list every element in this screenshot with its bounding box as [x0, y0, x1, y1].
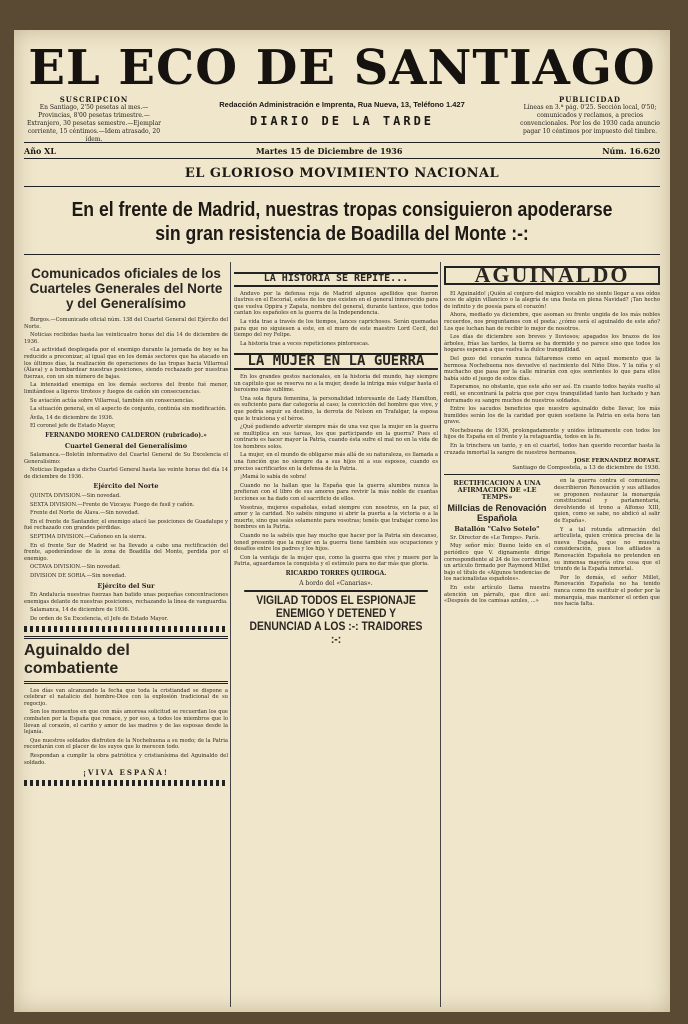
column-separator	[440, 262, 441, 1007]
article-paragraph: en la guerra contra el comunismo, describieron Renovación y sus afiliados se proponen restaurar la monarquía constitucional y parlamentaria, devolviendo el trono a Alfonso XIII, quien, como se sabe, no abdicó al salir de España».	[554, 478, 660, 524]
article-paragraph: Muy señor mío: Bueno leído en el periódico que V. dignamente dirige correspondiente al 24 de los corrientes, un artículo firmado por Raymond Millet bajo el título de «Algunos tendencias de los nacionalistas españoles».	[444, 543, 550, 583]
mujer-guerra-title: LA MUJER EN LA GUERRA	[234, 353, 438, 370]
aguinaldo-combatiente-title: Aguinaldo del combatiente	[24, 636, 228, 684]
article-paragraph: ¿Qué pudiendo advertir siempre más de una vez que la mujer en la guerra se multiplica en sus tareas, los que participando en la guerra? Pues el contrario es hacer mayor la Patria, cuando ésta sufre el mal no en la vida de los hombres solos.	[234, 424, 438, 450]
article-paragraph: QUINTA DIVISION.—Sin novedad.	[30, 493, 121, 500]
article-paragraph: Los días van alcanzando la fecha que toda la cristiandad se dispone a celebrar el natalicio del hombre-Dios con la explosión tradicional de su regocijo.	[24, 687, 228, 707]
article-paragraph: Anduvo por la defensa roja de Madrid algunos apellidos que fueron ilustres en el Escorial, estos de los que existen en el general inmerecido para que vuelva Oppira y Zapata, nombre del general, durante tanteos, que todos cantan los españoles en la guerra de la Independencia.	[234, 290, 438, 317]
publicidad-box	[520, 96, 660, 136]
header-rule-bottom	[24, 158, 660, 159]
article-paragraph: La vida trae a través de los tiempos, lances caprichosos. Serán quemadas para que no siguiesen a este, en el muro de este maestro Lord Cecil, del tiempo del rey Felipe.	[234, 318, 438, 339]
column-1	[24, 262, 228, 1007]
article-paragraph: Con la ventaja de la mujer que, como la guerra que vive y muere por la Patria, aguardamos la conquista y el estímulo para no dar más que gloria.	[234, 554, 438, 568]
publicidad-text: Líneas en 3.ª pág. 0'25. Sección local, 0'50; comunicados y reclamos, a precios convencionales. Por los de 1930 cada anuncio pagar 10 céntimos por impuesto del timbre.	[520, 104, 660, 135]
dateline	[24, 146, 660, 156]
subheading: Cuartel General del Generalísimo	[64, 441, 188, 450]
article-paragraph: Los días de diciembre son breves y lluviosos; apagados los brazos de los árboles, frías las tardes, la tierra se ha dormido y no parece sino que todos los hogares esperan a que vuelva la dulce tranquilidad.	[444, 334, 660, 354]
publicidad-label: PUBLICIDAD	[559, 95, 621, 104]
signature: JOSE FERNANDEZ ROFAST.	[574, 458, 660, 465]
aguinaldo-box	[444, 262, 660, 287]
newspaper-page	[14, 30, 670, 1012]
masthead-title: EL ECO DE SANTIAGO	[28, 40, 656, 96]
article-rule	[444, 474, 660, 475]
article-paragraph: En el frente Sur de Madrid se ha llevado a cabo una rectificación del frente, apoderándose de la zona de Boadilla del Monte, perdida por el enemigo.	[24, 542, 228, 562]
suscripcion-label: SUSCRIPCION	[59, 95, 129, 104]
article-paragraph: Del gozo del corazón nunca faltaremos como en aquel momento que la hermosa Nochebuena nos devuelve el nacimiento del Niño Dios. Y la niña y el muchacho que pasa por la calle mirarán con ojos sonrientes lo que para ellos había sido el juego de estos días.	[444, 355, 660, 382]
article-paragraph: Que nuestros soldados disfruten de la Nochebuena a su modo; de la Patria recordarán con el placer de los suyos que lo merecen todo.	[24, 737, 228, 751]
column-2	[234, 270, 438, 1007]
rectificacion-title: RECTIFICACION A UNA AFIRMACION DE «LE TEMPS»	[453, 479, 541, 501]
masthead-subtitle: DIARIO DE LA TARDE	[249, 114, 435, 128]
article-paragraph: La intensidad enemiga en los demás sectores del frente fué menor, limitándose a ligeros tiroteos y fuegos de cañón sin consecuencias.	[24, 382, 228, 395]
section-heading: EL GLORIOSO MOVIMIENTO NACIONAL	[184, 166, 500, 181]
article-paragraph: El Aguinaldo! ¡Quién al conjuro del mágico vocablo no siente llegar a sus oídos ecos de algún villancico o la alegría de una fiesta en plena Navidad? ¡Tan hecho de infinito y de poesía para el corazón!	[444, 290, 660, 310]
article-paragraph: Cuando no la hallan que la España que la guerra alumbra nunca la prefieran con el libro de sus amores para revivir la más noble de cuantas lecciones se ha dado con el sacrificio de ellos.	[234, 482, 438, 503]
column-separator	[230, 262, 231, 1007]
issue-date: Martes 15 de Diciembre de 1936	[255, 146, 403, 156]
article-paragraph: DIVISION DE SORIA.—Sin novedad.	[30, 573, 127, 579]
article-paragraph: Salamanca, 14 de diciembre de 1936.	[30, 607, 130, 614]
article-paragraph: Y a tal rotunda afirmación del articulista, quien crónica precisa de la nueva España, que no muestra consideración, pues los afiliados a Renovación Española no pretenden en su inmensa mayoría otra cosa que el triunfo de la España inmortal.	[554, 526, 660, 573]
article-paragraph: Sr. Director de «Le Temps». París.	[450, 534, 541, 541]
subheading: Ejército del Norte	[93, 482, 159, 491]
redaccion-line: Redacción Administración e Imprenta, Rua Nueva, 13, Teléfono 1.427	[219, 100, 465, 109]
comunicados-title: Comunicados oficiales de los Cuarteles Generales del Norte y del Generalísimo	[29, 266, 223, 311]
article-paragraph: SEPTIMA DIVISION.—Cañoneo en la sierra.	[30, 534, 147, 541]
article-paragraph: Ávila, 14 de diciembre de 1936.	[30, 414, 114, 421]
headline-rule	[24, 254, 660, 255]
milicias-title: Millcias de Renovación Española	[447, 503, 547, 524]
article-paragraph: Son los momentos en que con más amorosa solicitud se recuerdan los que combaten por la España que renace, y por eso, a todos los miembros que lo llevan al corazón, el cariño y amor de las madres y de las esposas desde la lejanía.	[24, 709, 228, 736]
historia-title: LA HISTORIA SE REPITE...	[234, 272, 438, 287]
header-rule-top	[24, 142, 660, 143]
article-paragraph: Nochebuena de 1936, prolongadamente y unidos íntimamente con todos los hijos de España en el frente y la retaguardia, todos en la fe.	[444, 427, 660, 441]
batallon-title: Batallón "Calvo Sotelo"	[454, 525, 540, 534]
article-paragraph: Cuando no la sabéis que hay mucho que hacer por la Patria sin descanso, tened presente que la mujer en la guerra tiene también sus ocupaciones y desafíos entre los padres y los hijos.	[234, 533, 438, 553]
article-paragraph: SEXTA DIVISION.—Frente de Vizcaya: Fuego de fusil y cañón.	[30, 501, 195, 508]
article-paragraph: OCTAVA DIVISION.—Sin novedad.	[30, 564, 121, 571]
ornament-divider	[24, 626, 228, 632]
article-paragraph: Burgos.—Comunicado oficial núm. 138 del Cuartel General del Ejército del Norte.	[24, 317, 228, 330]
article-paragraph: Noticias recibidas hasta las veinticuatro horas del día 14 de diciembre de 1936.	[24, 332, 228, 345]
article-paragraph: De orden de Su Excelencia, el Jefe de Estado Mayor.	[30, 615, 169, 622]
article-paragraph: En Andalucía nuestras fuerzas han batido unas pequeñas concentraciones enemigas delante de nuestras posiciones, rechazando la línea de vanguardia.	[24, 592, 228, 605]
signature-place: A bordo del «Canarias».	[299, 579, 373, 587]
article-paragraph: En los grandes gestos nacionales, en la historia del mundo, hay siempre un capítulo que se reserva no a la mujer, desde la intriga más vulgar hasta el heroísmo más sublime.	[234, 373, 438, 394]
article-paragraph: Entre los sacudos beneficios que nuestro aguinaldo debe llevar, los más humildes serán los de la caridad por quien sostiene la Patria en esta hora tan grave.	[444, 406, 660, 426]
article-paragraph: El coronel jefe de Estado Mayor,	[30, 423, 116, 430]
article-paragraph: La situación general, en el aspecto de conjunto, continúa sin modificación.	[30, 406, 227, 413]
signature-place: Santiago de Compostela, a 13 de diciembre de 1936.	[512, 464, 660, 471]
main-headline: En el frente de Madrid, nuestras tropas consiguieron apoderarse sin gran resistencia de Boadilla del Monte :-:	[71, 199, 613, 245]
article-paragraph: Una sola figura femenina, la personalidad interesante de Lady Hamilton, es suficiente para dar categoría al caso; la convicción del hombre que vive, y que podría seguir su destino, la derrota de Nelson en Trafalgar, la esposa que le traiciona y el héroe.	[234, 395, 438, 422]
aguinaldo-title: AGUINALDO	[474, 262, 630, 287]
viva-espana: ¡VIVA ESPAÑA!	[82, 768, 169, 778]
column-3	[444, 262, 660, 1007]
signature: RICARDO TORRES QUIROGA.	[285, 569, 387, 577]
subheading: Ejército del Sur	[97, 581, 155, 590]
signature: FERNANDO MORENO CALDERON (rubricado).»	[45, 431, 207, 439]
article-paragraph: Esperamos, no obstante, que este año ser así. En cuanto todos hayáis vuelto al redil, se encontrará la patria que por cuya tranquilidad tanto han luchado y han derramado su sangre muchos de nuestros soldados.	[444, 384, 660, 404]
article-paragraph: Su aviación actúa sobre Villarreal, también sin consecuencias.	[30, 397, 195, 404]
article-paragraph: Salamanca.—Boletín informativo del Cuartel General de Su Excelencia el Generalísimo:	[24, 452, 228, 465]
article-paragraph: Frente del Norte de Álava.—Sin novedad.	[30, 510, 140, 517]
article-paragraph: Por lo demás, el señor Millet, Renovación Española no ha tenido nunca como fin sustituir el poder por la monarquía, mas mantener el orden que nos hacía falta.	[554, 574, 660, 608]
issue-year: Año XL	[24, 146, 56, 156]
article-paragraph: Noticias llegadas a dicho Cuartel General hasta las veinte horas del día 14 de diciembre de 1936.	[24, 467, 228, 480]
rectificacion-right	[554, 478, 660, 609]
article-paragraph: En la trinchera un tanto, y en el cuartel, todos han querido recordar hasta la cruzada inmortal la sangre de nuestros hermanos.	[444, 443, 660, 456]
article-paragraph: ¡Mamá lo sabía de sobra!	[240, 474, 307, 481]
suscripcion-text: En Santiago, 2'50 pesetas al mes.—Provincias, 8'00 pesetas trimestre.—Extranjero, 30 pesetas semestre.—Ejemplar corriente, 15 céntimos.—Idem atrasado, 20 ídem.	[26, 104, 162, 143]
article-paragraph: Vosotras, mujeres españolas, estad siempre con nosotros, en la paz, el amor y la caridad. No sabéis ninguno si abrir la puerta a la victoria o a la muerte, sino que seáis solamente para vosotras; tenéis que trabajar como los hombres en la Patria.	[234, 504, 438, 531]
section-rule	[24, 186, 660, 187]
article-paragraph: La historia trae a veces repeticiones pintorescas.	[240, 340, 370, 347]
rectificacion-left	[444, 478, 550, 609]
suscripcion-box	[24, 96, 164, 144]
article-paragraph: La mujer, en el mundo de obligarse más allá de su naturaleza, es llamada a una función que no siempre da a sus hijos ni a sus esposos, cuando es preciso sacrificarlos en la defensa de la Patria.	[234, 452, 438, 472]
issue-number: Núm. 16.620	[602, 146, 660, 156]
article-paragraph: En este artículo llama nuestra atención un párrafo, que dice así: «Después de los camisas azules, ...»	[444, 584, 550, 605]
ornament-divider	[24, 780, 228, 786]
article-paragraph: En el frente de Santander, el enemigo atacó las posiciones de Guadalupe y fué rechazado con grandes pérdidas.	[24, 518, 228, 532]
rectificacion-block	[444, 478, 660, 609]
vigilad-notice: VIGILAD TODOS EL ESPIONAJE ENEMIGO Y DETENED Y DENUNCIAD A LOS :-: TRAIDORES :-:	[244, 590, 428, 647]
article-paragraph: «La actividad desplegada por el enemigo durante la jornada de hoy se ha reducido a preconizar, al igual que en los demás sectores que ha atacado en los últimos días, la realización de operaciones de las tropas hacia Villarreal (Álava) y a bombardear nuestras posiciones, siendo rechazado por nuestras fuerzas, con un sin número de bajas.	[24, 347, 228, 380]
article-paragraph: Ahora, mediado ya diciembre, que asoman su frente ungida de los más nobles recuerdos, nos preguntamos con el poeta: ¿cómo será el aguinaldo de este año? Los que luchan han de recibir lo mejor de nosotros.	[444, 312, 660, 332]
article-paragraph: Respondan a cumplir la obra patriótica y cristianísima del Aguinaldo del soldado.	[24, 752, 228, 766]
